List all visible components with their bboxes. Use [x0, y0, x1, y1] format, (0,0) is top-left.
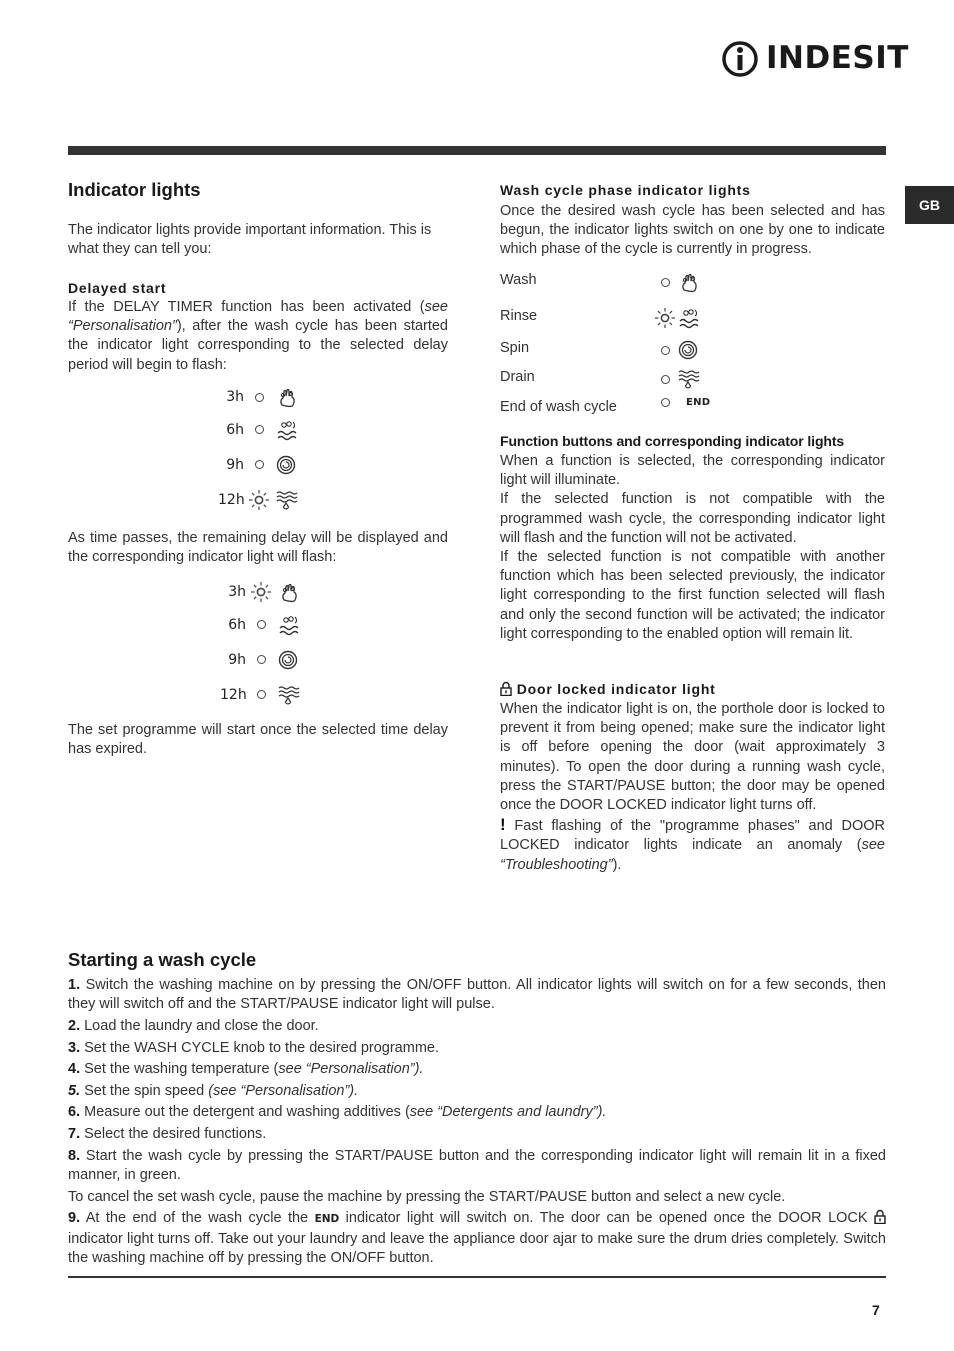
indicator-light: [255, 425, 264, 434]
end-icon: END: [686, 397, 711, 408]
delay-hours-label: 12h: [220, 686, 247, 703]
section-title-starting: Starting a wash cycle: [68, 949, 257, 970]
phase-label: Wash: [500, 272, 537, 288]
start-note-text: The set programme will start once the selected time delay has expired.: [68, 722, 448, 758]
phase-indicator: [654, 338, 700, 362]
indicator-light: [661, 375, 670, 384]
drain-icon: [274, 488, 298, 512]
indicator-light: [661, 398, 670, 407]
delay-timer-row: [218, 447, 298, 482]
wash-icon: [676, 270, 700, 294]
indicator-light: [257, 690, 266, 699]
indicator-light: [661, 346, 670, 355]
language-tab: GB: [905, 186, 954, 224]
wash-icon: [274, 385, 298, 409]
steps-list: [68, 976, 886, 1271]
rinse-icon: [676, 306, 700, 330]
phase-label: Rinse: [500, 308, 538, 324]
function-heading: Function buttons and corresponding indicator lights: [500, 433, 845, 449]
brand-name: INDESIT: [766, 40, 909, 76]
delay-timer-row: [220, 577, 300, 607]
brand-logo: [722, 38, 909, 78]
step-9: 9. At the end of the wash cycle the END indicator light will switch on. The door can be opened once the DOOR LOCK indicator light turns off. Take out your laundry and leave the appliance door ajar to make sure the drum dries completely. Switch the washing machine off by pressing the ON/OFF button.: [68, 1210, 886, 1266]
delay-hours-label: 9h: [228, 651, 246, 668]
phase-intro: Once the desired wash cycle has been selected and has begun, the indicator lights switch on one by one to indicate which phase of the cycle is currently in progress.: [500, 203, 885, 258]
step-3: 3. Set the WASH CYCLE knob to the desired programme.: [68, 1039, 439, 1056]
phase-indicator: [654, 367, 700, 391]
bottom-rule: [68, 1276, 886, 1278]
delay-timer-row: [220, 677, 300, 712]
delay-hours-label: 3h: [228, 584, 246, 600]
indesit-logo-icon: [722, 38, 758, 78]
delay-hours-label: 6h: [226, 421, 244, 438]
spin-icon: [274, 453, 298, 477]
flashing-indicator-light: [248, 489, 270, 511]
padlock-icon: [500, 681, 512, 696]
flashing-indicator-light: [654, 307, 676, 329]
delay-hours-label: 9h: [226, 456, 244, 473]
phase-indicator: [654, 306, 700, 330]
top-rule: [68, 146, 886, 155]
door-locked-heading: Door locked indicator light: [500, 681, 885, 697]
wash-icon: [276, 580, 300, 604]
cancel-text: To cancel the set wash cycle, pause the machine by pressing the START/PAUSE button and select a new cycle.: [68, 1188, 786, 1205]
drain-icon: [276, 683, 300, 707]
rinse-icon: [276, 613, 300, 637]
indicator-light: [661, 278, 670, 287]
delayed-start-text: If the DELAY TIMER function has been activated (see “Personalisation”), after the wash cycle has been started the indicator light corresponding to the selected delay period will begin to flash:: [68, 299, 448, 373]
indicator-light: [257, 620, 266, 629]
end-tag: END: [314, 1213, 340, 1226]
delay-hours-label: 6h: [228, 616, 246, 633]
delay-hours-label: 3h: [226, 389, 244, 405]
step-1: 1. Switch the washing machine on by pressing the ON/OFF button. All indicator lights will switch on for a few seconds, then they will switch off and the START/PAUSE indicator light will pulse.: [68, 977, 886, 1013]
step-6: 6. Measure out the detergent and washing additives (see “Detergents and laundry”).: [68, 1104, 607, 1121]
phase-label: Drain: [500, 369, 535, 385]
flashing-indicator-light: [250, 581, 272, 603]
time-passes-text: As time passes, the remaining delay will be displayed and the corresponding indicator light will flash:: [68, 530, 448, 566]
step-5: 5. Set the spin speed (see “Personalisation”).: [68, 1082, 359, 1099]
section-title-indicator-lights: Indicator lights: [68, 179, 201, 200]
rinse-icon: [274, 418, 298, 442]
phase-indicator: [654, 397, 710, 408]
step-2: 2. Load the laundry and close the door.: [68, 1018, 319, 1034]
step-4: 4. Set the washing temperature (see “Personalisation”).: [68, 1061, 424, 1078]
delay-timer-row: [218, 382, 298, 412]
spin-icon: [676, 338, 700, 362]
delay-timer-row: [218, 482, 298, 517]
indicator-light: [255, 393, 264, 402]
step-7: 7. Select the desired functions.: [68, 1125, 267, 1142]
delay-hours-label: 12h: [218, 491, 245, 508]
delay-timer-row: [220, 642, 300, 677]
page-number: 7: [872, 1302, 880, 1318]
intro-text: The indicator lights provide important information. This is what they can tell you:: [68, 222, 432, 258]
indicator-light: [257, 655, 266, 664]
phase-label: Spin: [500, 340, 530, 356]
function-text: When a function is selected, the corresponding indicator light will illuminate. If the selected function is not compatible with the programmed wash cycle, the corresponding indicator light will flash and the function will not be activated. If the selected function is not compatible with another function which has been selected previously, the indicator light corresponding to the first function selected will flash and only the second function will be activated; the indicator light corresponding to the enabled option will remain lit.: [500, 453, 885, 642]
spin-icon: [276, 648, 300, 672]
delayed-start-heading: Delayed start: [68, 280, 167, 296]
phase-heading: Wash cycle phase indicator lights: [500, 182, 751, 198]
indicator-light: [255, 460, 264, 469]
phase-indicator: [654, 270, 700, 294]
drain-icon: [676, 367, 700, 391]
step-8: 8. Start the wash cycle by pressing the START/PAUSE button and the corresponding indicator light will remain lit in a fixed manner, in green.: [68, 1147, 886, 1183]
delay-timer-row: [218, 412, 298, 447]
door-locked-text: When the indicator light is on, the porthole door is locked to prevent it from being opened; make sure the indicator light is off before opening the door (wait approximately 3 minutes). To open the door during a running wash cycle, press the START/PAUSE button; the door may be opened once the DOOR LOCKED indicator light turns off. ! Fast flashing of the "programme phases" and DOOR LOCKED indicator lights indicate an anomaly (see “Troubleshooting”).: [500, 701, 885, 873]
delay-timer-row: [220, 607, 300, 642]
padlock-icon: [874, 1209, 886, 1224]
delay-timer-group-countdown: [220, 577, 300, 712]
phase-label: End of wash cycle: [500, 399, 617, 415]
warning-mark: !: [500, 815, 506, 835]
delay-timer-group-initial: [218, 382, 298, 517]
